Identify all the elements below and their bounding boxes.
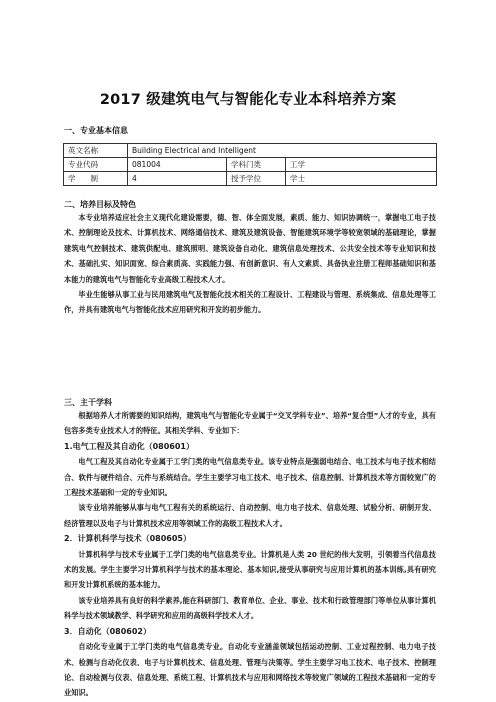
paragraph: 毕业生能够从事工业与民用建筑电气及智能化技术相关的工程设计、工程建设与管理、系统集成、信息处理等工作，并具有建筑电气与智能化技术应用研究和开发的初步能力。 (64, 290, 436, 315)
table-row (64, 144, 437, 158)
table-value-cell: 学士 (286, 172, 437, 186)
paragraph: 该专业培养能够从事与电气工程有关的系统运行、自动控制、电力电子技术、信息处理、试验分析、研制开发、经济管理以及电子与计算机技术应用等领域工作的高级工程技术人才。 (64, 503, 436, 528)
paragraph: 根据培养人才所需要的知识结构，建筑电气与智能化专业属于“交叉学科专业”、培养“复合型”人才的专业，具有包容多类专业技术人才的特征。其相关学科、专业如下： (64, 411, 436, 436)
disciplines-text (64, 408, 436, 701)
paragraph: 电气工程及其自动化专业属于工学门类的电气信息类专业。该专业特点是强弱电结合、电工技术与电子技术相结合、软件与硬件结合、元件与系统结合。学生主要学习电工技术、电子技术、信息控制、计算机技术等方面较宽广的工程技术基础和一定的专业知识。 (64, 457, 436, 498)
table-value-cell: 081004 (128, 158, 227, 172)
table-label-cell: 学科门类 (227, 158, 286, 172)
table-row (64, 158, 437, 172)
paragraph: 计算机科学与技术专业属于工学门类的电气信息类专业。计算机是人类 20 世纪的伟大发明，引领着当代信息技术的发展。学生主要学习计算机科学与技术的基本理论、基本知识,接受从事研究与应用计算机的基本训练,具有研究和开发计算机系统的基本能力。 (64, 549, 436, 590)
section-heading-basic-info: 一、专业基本信息 (64, 126, 128, 135)
section-heading-disciplines: 三、主干学科 (64, 398, 112, 407)
paragraph: 自动化专业属于工学门类的电气信息类专业。自动化专业涵盖领域包括运动控制、工业过程控制、电力电子技术、检测与自动化仪表、电子与计算机技术、信息处理、管理与决策等。学生主要学习电工技术、电子技术、控制理论、自动检测与仪表、信息处理、系统工程、计算机技术与应用和网络技术等较宽广领域的工程技术基础和一定的专业知识。 (64, 642, 436, 698)
table-row (64, 172, 437, 186)
table-value-cell: Building Electrical and Intelligent (128, 144, 437, 158)
document-title: 2017 级建筑电气与智能化专业本科培养方案 (99, 92, 397, 108)
paragraph: 该专业培养具有良好的科学素养,能在科研部门、教育单位、企业、事业、技术和行政管理部门等单位从事计算机科学与技术领域教学、科学研究和应用的高级科学技术人才。 (64, 595, 436, 621)
paragraph: 本专业培养适应社会主义现代化建设需要，德、智、体全面发展，素质、能力、知识协调统一，掌握电工电子技术、控制理论及技术、计算机技术、网络通信技术、建筑及建筑设备、智能建筑环境学等较宽领域的基础理论，掌握建筑电气控制技术、建筑供配电、建筑照明、建筑设备自动化、建筑信息处理技术、公共安全技术等专业知识和技术、基础扎实、知识面宽、综合素质高、实践能力强、有创新意识、有人文素质、具备执业注册工程师基础知识和基本能力的建筑电气与智能化专业高级工程技术人才。 (64, 213, 436, 284)
table-value-cell: 4 (128, 172, 227, 186)
table-label-cell: 学 制 (64, 172, 128, 186)
table-label-cell: 英文名称 (64, 144, 128, 158)
basic-info-table (63, 143, 437, 186)
subject-heading: 1.电气工程及其自动化（080601） (64, 441, 195, 451)
table-label-cell: 专业代码 (64, 158, 128, 172)
table-value-cell: 工学 (286, 158, 437, 172)
subject-heading: 3．自动化（080602） (64, 626, 151, 636)
subject-heading: 2．计算机科学与技术（080605） (64, 534, 191, 544)
section-heading-objectives: 二、培养目标及特色 (64, 200, 136, 209)
table-label-cell: 授予学位 (227, 172, 286, 186)
objectives-text (64, 210, 436, 318)
